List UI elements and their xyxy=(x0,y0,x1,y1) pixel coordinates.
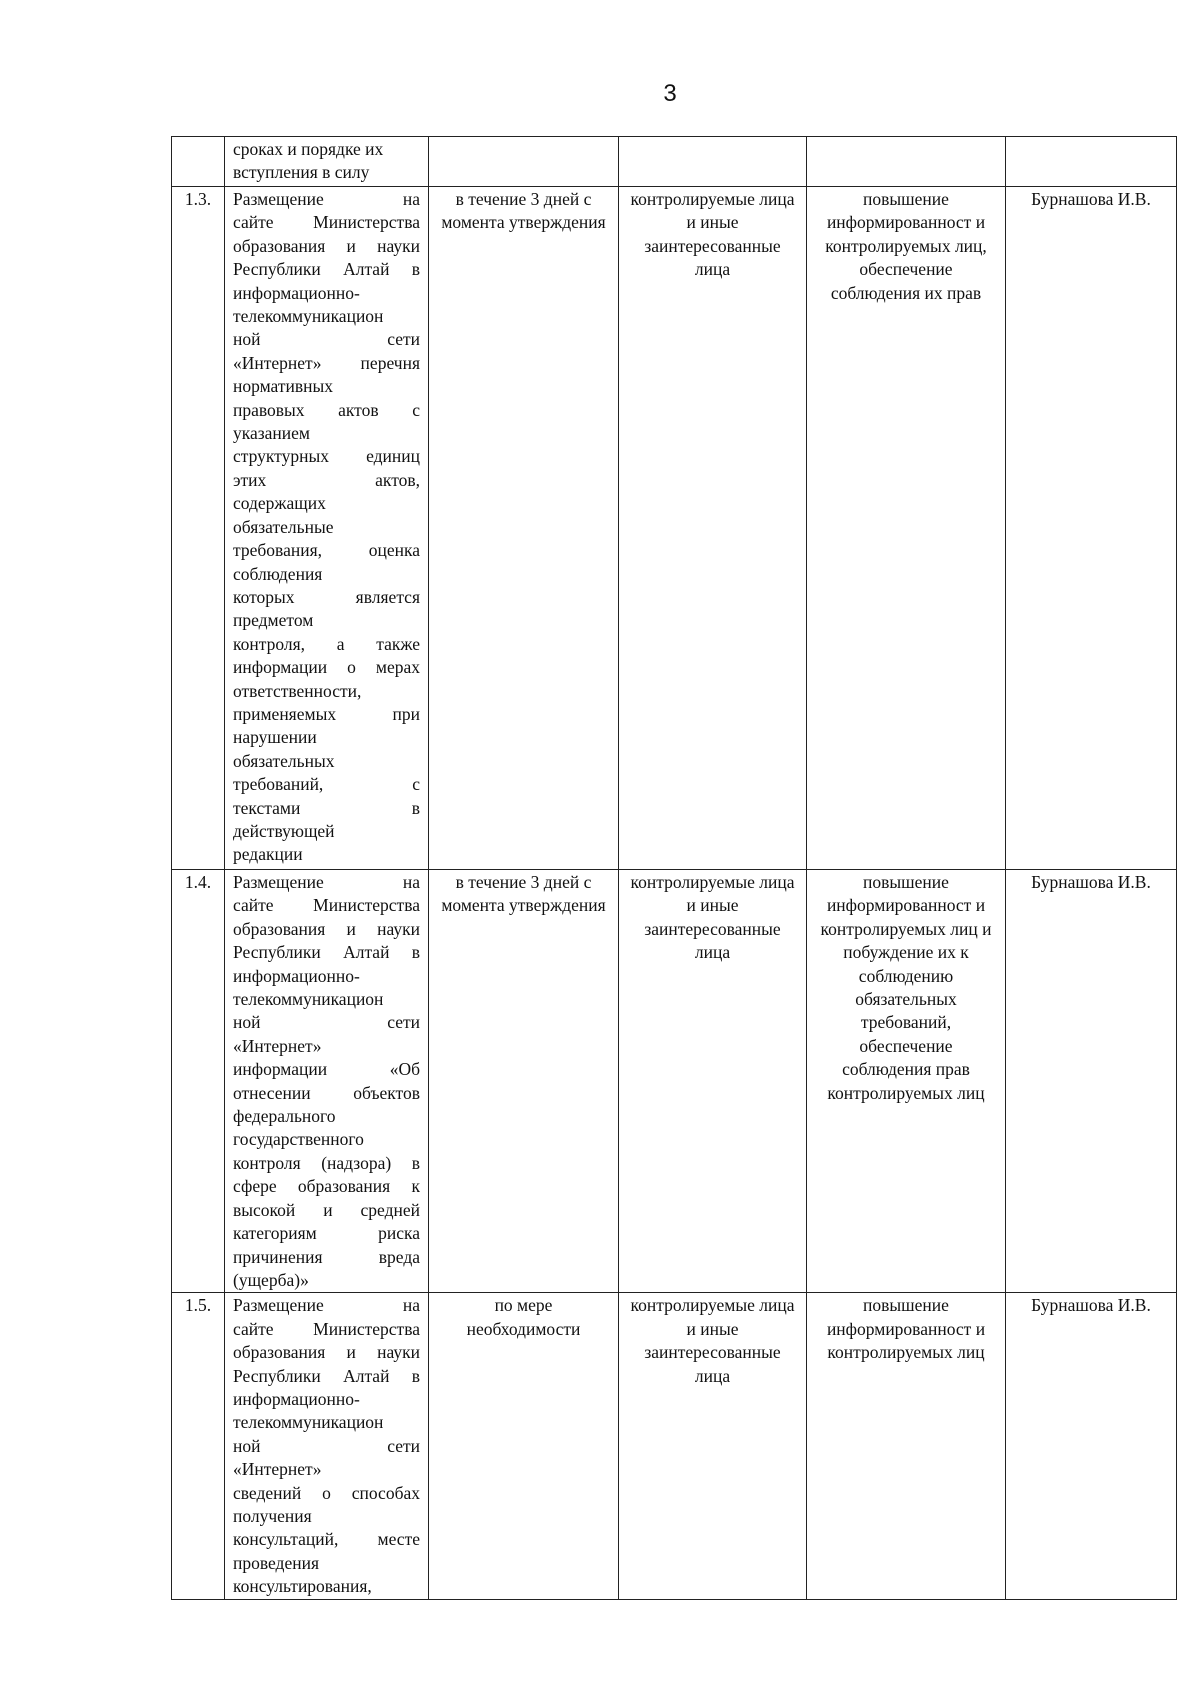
row-number: 1.5. xyxy=(172,1293,225,1599)
target-audience: контролируемые лица и иные заинтересованные лица xyxy=(619,187,807,870)
responsible-person: Бурнашова И.В. xyxy=(1006,870,1177,1293)
table-row xyxy=(172,137,1177,187)
target-audience xyxy=(619,137,807,187)
measure-description: сроках и порядке их вступления в силу xyxy=(225,137,429,187)
implementation-term: в течение 3 дней с момента утверждения xyxy=(429,187,619,870)
expected-result: повышение информированност и контролируемых лиц, обеспечение соблюдения их прав xyxy=(807,187,1006,870)
table-row xyxy=(172,1293,1177,1599)
row-number: 1.4. xyxy=(172,870,225,1293)
implementation-term: в течение 3 дней с момента утверждения xyxy=(429,870,619,1293)
implementation-term: по мере необходимости xyxy=(429,1293,619,1599)
table-row xyxy=(172,187,1177,870)
expected-result: повышение информированност и контролируемых лиц xyxy=(807,1293,1006,1599)
responsible-person: Бурнашова И.В. xyxy=(1006,1293,1177,1599)
measure-description: Размещение на сайте Министерства образования и науки Республики Алтай в информационно- телекоммуникацион ной сети «Интернет» сведений о способах получения консультаций, месте проведения консультирования, xyxy=(225,1293,429,1599)
measure-description: Размещение на сайте Министерства образования и науки Республики Алтай в информационно- телекоммуникацион ной сети «Интернет» информации «Об отнесении объектов федерального государственного контроля (надзора) в сфере образования к высокой и средней категориям риска причинения вреда (ущерба)» xyxy=(225,870,429,1293)
expected-result: повышение информированност и контролируемых лиц и побуждение их к соблюдению обязательных требований, обеспечение соблюдения прав контролируемых лиц xyxy=(807,870,1006,1293)
implementation-term xyxy=(429,137,619,187)
row-number xyxy=(172,137,225,187)
measures-table xyxy=(171,136,1177,1600)
measure-description: Размещение на сайте Министерства образования и науки Республики Алтай в информационно- телекоммуникацион ной сети «Интернет» перечня нормативных правовых актов с указанием структурных единиц этих актов, содержащих обязательные требования, оценка соблюдения которых является предметом контроля, а также информации о мерах ответственности, применяемых при нарушении обязательных требований, с текстами в действующей редакции xyxy=(225,187,429,870)
target-audience: контролируемые лица и иные заинтересованные лица xyxy=(619,1293,807,1599)
expected-result xyxy=(807,137,1006,187)
page-number: 3 xyxy=(663,80,677,107)
responsible-person: Бурнашова И.В. xyxy=(1006,187,1177,870)
row-number: 1.3. xyxy=(172,187,225,870)
responsible-person xyxy=(1006,137,1177,187)
target-audience: контролируемые лица и иные заинтересованные лица xyxy=(619,870,807,1293)
table-row xyxy=(172,870,1177,1293)
